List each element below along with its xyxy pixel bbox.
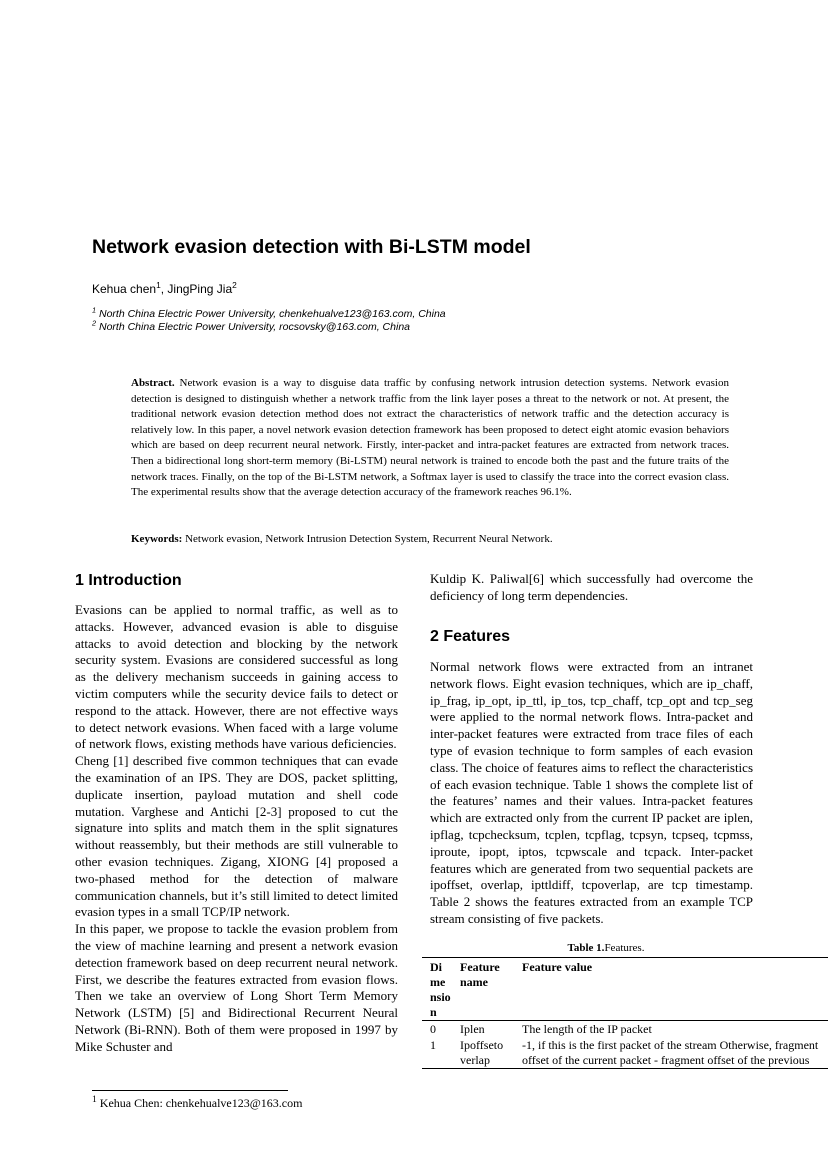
affiliation-mark: 2 <box>232 280 237 290</box>
footnote-text: Kehua Chen: chenkehualve123@163.com <box>96 1096 303 1110</box>
footnote <box>92 1096 302 1111</box>
paragraph: Cheng [1] described five common techniques that can evade the examination of an IPS. They are DOS, packet splitting, duplicate insertion, payload mutation and shell code mutation. Varghese and Antichi [2-3] proposed to cut the signature into splits and match them in the split signatures without reassembly, but their methods are still vulnerable to other evasion techniques. Zigang, XIONG [4] proposed a two-phased method for the detection of malware communication channels, but it’s still limited to detect limited evasion types in a small TCP/IP network. <box>75 753 398 920</box>
table-caption-text: Features. <box>604 942 645 954</box>
author-separator: , <box>160 282 168 296</box>
affiliation <box>92 318 410 333</box>
introduction-body <box>75 602 398 1056</box>
author-name: JingPing Jia <box>167 282 233 296</box>
section-heading: 2 Features <box>430 628 511 645</box>
keywords-label: Keywords: <box>131 533 183 545</box>
paragraph: Normal network flows were extracted from an intranet network flows. Eight evasion techniques, which are ip_chaff, ip_frag, ip_opt, ip_ttl, ip_tos, tcp_chaff, tcp_opt and tcp_seg were applied to the normal network flows. Intra-packet and inter-packet features were extracted from trace files of each type of evasion technique to form samples of each evasion class. The choice of features aims to reflect the characteristics of each evasion technique. Table 1 shows the complete list of the features’ names and their values. Intra-packet features which are extracted only from the current IP packet are iplen, ipflag, tcpchecksum, tcplen, tcpflag, tcpsyn, tcpseq, tcpmss, iproute, ipopt, iptos, tcpwscale and tcpack. Inter-packet features which are generated from two sequential packets are ipoffset, overlap, ipttldiff, tcpoverlap, are tcp timestamp. Table 2 shows the features extracted from an example TCP stream consisting of five packets. <box>430 659 753 926</box>
table-row <box>422 1037 828 1069</box>
table-caption-label: Table 1. <box>567 942 605 954</box>
table-caption <box>430 942 782 954</box>
keywords <box>131 532 729 548</box>
table-cell: -1, if this is the first packet of the stream Otherwise, fragment offset of the current packet - fragment offset of the previous <box>514 1037 828 1069</box>
table-header-row <box>422 958 828 1021</box>
abstract-text: Network evasion is a way to disguise data traffic by confusing network intrusion detection systems. Network evasion detection is designed to distinguish whether a network traffic from the link layer poses a threat to the network or not. At present, the traditional network evasion detection method does not extract the characteristics of network traffic and the detection accuracy is relatively low. In this paper, a novel network evasion detection framework has been proposed to detect eight atomic evasion behaviors which are based on deep recurrent neural network. Firstly, inter-packet and intra-packet features are extracted from network traces. Then a bidirectional long short-term memory (Bi-LSTM) neural network is trained to encode both the past and the future traits of the network traces. Finally, on the top of the Bi-LSTM network, a Softmax layer is used to classify the trace into the correct evasion class. The experimental results show that the average detection accuracy of the framework reaches 96.1%. <box>131 377 729 499</box>
abstract <box>131 376 729 501</box>
affiliation-text: North China Electric Power University, chenkehualve123@163.com, China <box>96 308 446 320</box>
footnote-mark: 1 <box>92 1094 97 1105</box>
column-header-dimension: Di me nsio n <box>422 958 452 1021</box>
author-line <box>92 282 237 296</box>
column-header-feature-name: Feature name <box>452 958 514 1021</box>
column-header-feature-value: Feature value <box>514 958 828 1021</box>
table-cell: 1 <box>422 1037 452 1069</box>
table-cell: Ipoffseto verlap <box>452 1037 514 1069</box>
affiliation-mark: 2 <box>92 318 97 328</box>
paragraph: In this paper, we propose to tackle the evasion problem from the view of machine learning and present a network evasion detection framework based on deep recurrent neural network. First, we describe the features extracted from evasion flows. Then we take an overview of Long Short Term Memory Network (LSTM) [5] and Bidirectional Recurrent Neural Network (Bi-RNN). Both of them were proposed in 1997 by Mike Schuster and <box>75 921 398 1054</box>
paper-title: Network evasion detection with Bi-LSTM model <box>92 236 531 258</box>
features-body <box>430 659 753 928</box>
affiliation-text: North China Electric Power University, rocsovsky@163.com, China <box>96 321 410 333</box>
table-row <box>422 1021 828 1038</box>
section-heading: 1 Introduction <box>75 572 182 589</box>
paragraph: Evasions can be applied to normal traffic, as well as to attacks. However, advanced evasion is able to disguise attacks to avoid detection and blocking by the network security system. Evasions are considered successful as long as the delivery mechanism succeeds in gaining access to victim computers while the security device fails to detect or respond to the attack. However, there are not effective ways to detect network evasions. When faced with a large volume of network flows, existing methods have various deficiencies. <box>75 602 398 752</box>
affiliation <box>92 305 446 320</box>
features-table <box>422 957 828 1069</box>
abstract-label: Abstract. <box>131 377 175 389</box>
footnote-divider <box>92 1090 288 1091</box>
table-cell: The length of the IP packet <box>514 1021 828 1038</box>
author-name: Kehua chen <box>92 282 157 296</box>
table-cell: Iplen <box>452 1021 514 1038</box>
keywords-text: Network evasion, Network Intrusion Detection System, Recurrent Neural Network. <box>182 533 553 545</box>
table-cell: 0 <box>422 1021 452 1038</box>
affiliation-mark: 1 <box>92 305 97 315</box>
introduction-continuation: Kuldip K. Paliwal[6] which successfully had overcome the deficiency of long term dependencies. <box>430 571 753 603</box>
affiliation-mark: 1 <box>156 280 161 290</box>
